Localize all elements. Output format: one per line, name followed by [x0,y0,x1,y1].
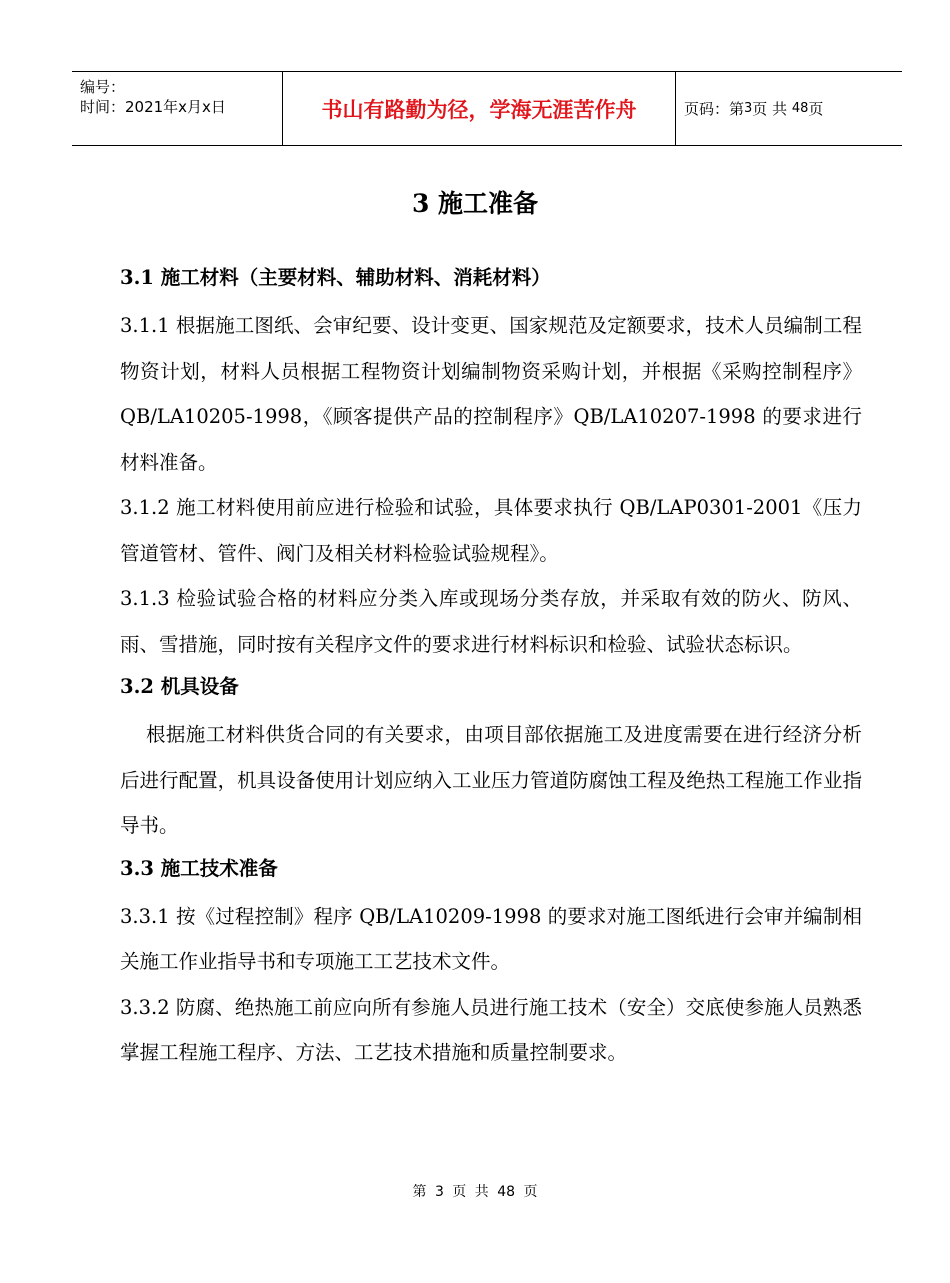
page-footer: 第 3 页 共 48 页 [412,1184,538,1200]
header-page-number [676,72,902,145]
paragraph-3-3-1: 3.3.1 按《过程控制》程序 QB/LA10209-1998 的要求对施工图纸进行会审并编制相关施工作业指导书和专项施工工艺技术文件。 [120,904,862,973]
page-suffix: 页 [808,100,824,118]
header-meta-cell [72,72,283,145]
header-motto: 书山有路勤为径，学海无涯苦作舟 [283,72,676,145]
section-heading-3-2: 3.2 机具设备 [120,675,239,698]
page-current: 3 [744,101,753,116]
section-heading-3-1: 3.1 施工材料（主要材料、辅助材料、消耗材料） [120,266,551,289]
paragraph-3-2: 根据施工材料供货合同的有关要求，由项目部依据施工及进度需要在进行经济分析后进行配置，机具设备使用计划应纳入工业压力管道防腐蚀工程及绝热工程施工作业指导书。 [120,723,862,837]
document-body [120,258,862,1076]
document-header [72,71,902,146]
chapter-title: 3 施工准备 [411,189,539,218]
page-total: 48 [791,101,809,116]
paragraph-3-1-1: 3.1.1 根据施工图纸、会审纪要、设计变更、国家规范及定额要求，技术人员编制工程物资计划，材料人员根据工程物资计划编制物资采购计划，并根据《采购控制程序》QB/LA10205-1998，《顾客提供产品的控制程序》QB/LA10207-1998 的要求进行材料准备。 [120,314,862,474]
section-heading-3-3: 3.3 施工技术准备 [120,856,278,880]
paragraph-3-1-2: 3.1.2 施工材料使用前应进行检验和试验，具体要求执行 QB/LAP0301-2001《压力管道管材、管件、阀门及相关材料检验试验规程》。 [120,496,862,565]
page-mid: 页 共 [752,100,788,118]
paragraph-3-3-2: 3.3.2 防腐、绝热施工前应向所有参施人员进行施工技术（安全）交底使参施人员熟悉掌握工程施工程序、方法、工艺技术措施和质量控制要求。 [120,995,862,1064]
number-label: 编号： [80,78,126,96]
time-label: 时间：2021年x月x日 [80,98,226,116]
paragraph-3-1-3: 3.1.3 检验试验合格的材料应分类入库或现场分类存放，并采取有效的防火、防风、雨、雪措施，同时按有关程序文件的要求进行材料标识和检验、试验状态标识。 [120,587,862,656]
page-prefix: 页码：第 [684,100,745,118]
